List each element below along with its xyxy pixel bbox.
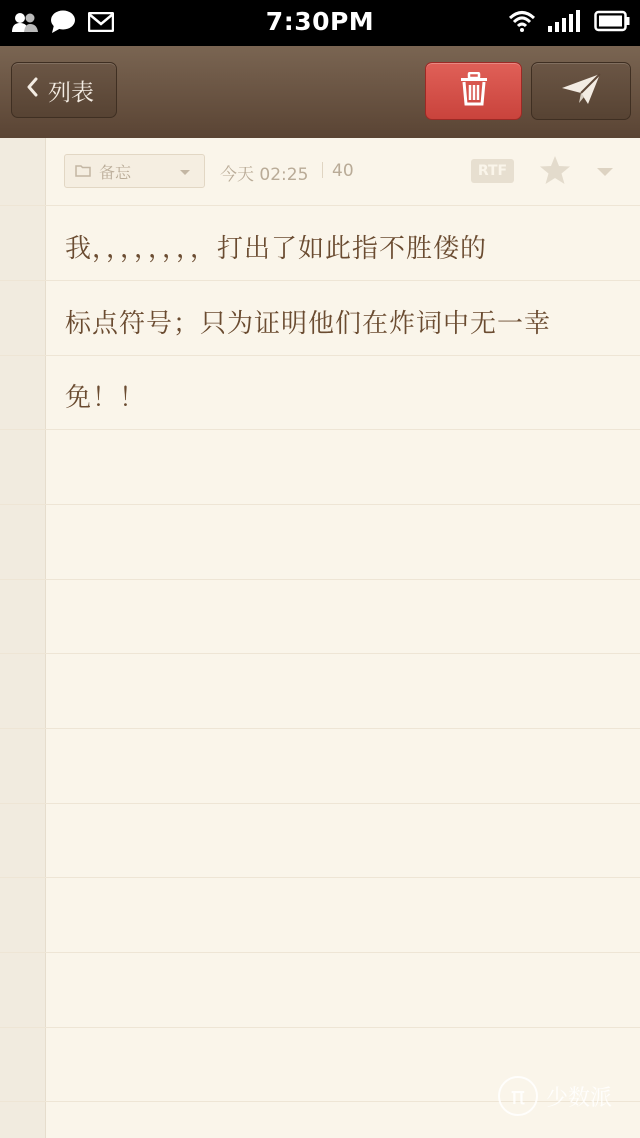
trash-icon xyxy=(460,72,488,110)
rtf-toggle[interactable]: RTF xyxy=(471,159,514,183)
status-time: 7:30PM xyxy=(265,7,375,36)
note-paper[interactable] xyxy=(0,138,640,1138)
delete-button[interactable] xyxy=(425,62,522,120)
char-count: 40 xyxy=(332,161,354,181)
ruled-line xyxy=(0,653,640,654)
ruled-line xyxy=(0,877,640,878)
back-to-list-button[interactable] xyxy=(11,62,117,118)
paper-margin xyxy=(0,138,46,1138)
chevron-left-icon xyxy=(26,77,38,103)
watermark-logo: π xyxy=(498,1076,538,1116)
ruled-line xyxy=(0,952,640,953)
folder-dropdown[interactable] xyxy=(64,154,205,188)
ruled-line xyxy=(0,1027,640,1028)
chevron-down-icon xyxy=(180,170,190,175)
note-text-line[interactable]: 我，，，，，，，，打出了如此指不胜偻的 xyxy=(65,234,488,264)
ruled-line xyxy=(0,280,640,281)
watermark-text: 少数派 xyxy=(546,1085,613,1111)
note-text-line[interactable]: 免！！ xyxy=(65,383,147,413)
ruled-line xyxy=(0,728,640,729)
ruled-line xyxy=(0,429,640,430)
send-button[interactable] xyxy=(531,62,631,120)
note-text-line[interactable]: 标点符号；只为证明他们在炸词中无一幸 xyxy=(65,309,552,339)
ruled-line xyxy=(0,504,640,505)
top-toolbar xyxy=(0,46,640,138)
folder-icon xyxy=(75,162,91,181)
folder-name: 备忘 xyxy=(99,162,132,182)
star-icon[interactable] xyxy=(539,155,571,189)
wifi-icon xyxy=(508,10,536,36)
note-date: 今天 02:25 xyxy=(220,165,309,185)
back-button-label: 列表 xyxy=(48,79,94,106)
ruled-line xyxy=(0,205,640,206)
status-indicators xyxy=(508,10,630,36)
ruled-line xyxy=(0,355,640,356)
more-options-icon[interactable] xyxy=(597,168,613,176)
paper-plane-icon xyxy=(561,73,601,109)
watermark xyxy=(498,1076,612,1116)
ruled-line xyxy=(0,803,640,804)
ruled-line xyxy=(0,579,640,580)
status-bar xyxy=(0,0,640,46)
signal-icon xyxy=(548,10,582,36)
battery-icon xyxy=(594,10,630,36)
meta-divider xyxy=(322,162,323,178)
